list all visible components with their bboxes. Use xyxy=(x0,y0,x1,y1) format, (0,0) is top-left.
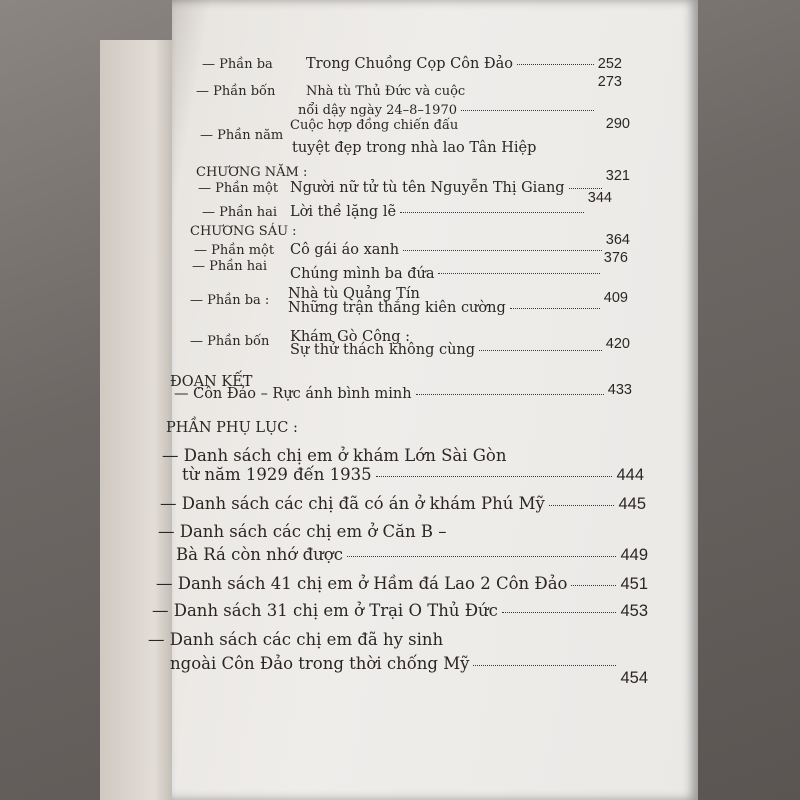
toc-leader xyxy=(461,110,594,111)
toc-leader xyxy=(502,612,617,613)
toc-text: — Danh sách các chị em đã hy sinh xyxy=(148,630,444,649)
toc-row-cont xyxy=(182,465,644,485)
toc-text: — Danh sách các chị đã có án ở khám Phú Mỹ xyxy=(160,494,545,513)
toc-label: — Phần năm xyxy=(200,128,284,143)
toc-leader xyxy=(569,188,602,189)
toc-text: Nhà tù Quảng Tín xyxy=(288,286,420,302)
toc-row xyxy=(196,84,622,99)
toc-leader xyxy=(376,476,613,477)
toc-text: Khám Gò Công : xyxy=(290,329,411,345)
toc-leader xyxy=(416,394,604,395)
toc-page: 273 xyxy=(597,74,622,90)
toc-label: — Phần hai xyxy=(202,205,278,220)
toc-row xyxy=(194,232,630,258)
toc-page: 376 xyxy=(603,250,628,266)
toc-text-cont: từ năm 1929 đến 1935 xyxy=(182,465,372,484)
toc-row xyxy=(160,494,646,514)
toc-row xyxy=(158,522,638,541)
toc-text: — Danh sách chị em ở khám Lớn Sài Gòn xyxy=(162,446,507,465)
toc-text: — Danh sách 41 chị em ở Hầm đá Lao 2 Côn Đảo xyxy=(156,574,568,593)
toc-label: — Phần bốn xyxy=(190,334,270,349)
toc-row xyxy=(174,382,632,402)
toc-text: — Danh sách các chị em ở Căn B – xyxy=(158,522,447,541)
toc-label: — Phần ba : xyxy=(190,293,270,308)
toc-page: 453 xyxy=(620,602,648,620)
toc-text-cont: ngoài Côn Đảo trong thời chống Mỹ xyxy=(170,654,470,673)
toc-leader xyxy=(400,212,584,213)
toc-page: 364 xyxy=(605,232,630,248)
toc-page: 252 xyxy=(597,56,622,72)
toc-row xyxy=(202,190,612,220)
toc-leader xyxy=(438,273,599,274)
toc-text: — Danh sách 31 chị em ở Trại O Thủ Đức xyxy=(152,601,498,620)
chapter-heading: CHƯƠNG SÁU : xyxy=(190,224,297,239)
toc-leader xyxy=(549,505,615,506)
toc-text: Cuộc hợp đồng chiến đấu xyxy=(290,118,459,133)
toc-row-cont xyxy=(305,62,622,77)
toc-page: 451 xyxy=(620,575,648,593)
toc-text: Chúng mình ba đứa xyxy=(290,266,435,282)
toc-row-cont xyxy=(176,545,648,565)
toc-leader xyxy=(510,308,600,309)
toc-page: 321 xyxy=(605,168,630,184)
toc-page: 454 xyxy=(620,669,648,687)
toc-text-cont: Sự thử thách không cùng xyxy=(290,342,476,358)
toc-text-cont: Bà Rá còn nhớ được xyxy=(176,545,343,564)
toc-page: 290 xyxy=(605,116,630,132)
toc-page: 409 xyxy=(603,290,628,306)
toc-leader xyxy=(479,350,602,351)
toc-row-cont xyxy=(170,654,648,687)
toc-page: 449 xyxy=(620,546,648,564)
toc-text: — Côn Đảo – Rực ánh bình minh xyxy=(174,386,412,402)
toc-page: 344 xyxy=(587,190,612,206)
toc-page: 444 xyxy=(616,466,644,484)
toc-label: — Phần ba xyxy=(202,57,273,72)
book-page xyxy=(148,0,698,800)
toc-row xyxy=(152,601,648,621)
toc-text: Lời thề lặng lẽ xyxy=(290,204,397,220)
toc-text: Nhà tù Thủ Đức và cuộc xyxy=(306,84,466,99)
toc-label: — Phần một xyxy=(194,243,275,258)
toc-text: Cô gái áo xanh xyxy=(290,242,400,258)
section-heading: PHẦN PHỤ LỤC : xyxy=(166,420,298,436)
section-heading: ĐOẠN KẾT xyxy=(170,374,253,390)
toc-row xyxy=(156,574,648,594)
toc-text-cont: tuyệt đẹp trong nhà lao Tân Hiệp xyxy=(292,140,537,156)
toc-leader xyxy=(473,665,616,666)
toc-leader xyxy=(571,585,616,586)
toc-row xyxy=(162,446,642,465)
toc-text-cont: Những trận thắng kiên cường xyxy=(288,300,506,316)
toc-page: 420 xyxy=(605,336,630,352)
toc-leader xyxy=(347,556,617,557)
toc-page: 433 xyxy=(607,382,632,398)
toc-row xyxy=(148,630,648,649)
chapter-heading: CHƯƠNG NĂM : xyxy=(196,165,308,180)
toc-leader xyxy=(403,250,602,251)
toc-text: Trong Chuồng Cọp Côn Đảo xyxy=(306,56,514,72)
toc-label: — Phần một xyxy=(198,181,279,196)
toc-label: — Phần bốn xyxy=(196,84,276,99)
toc-page: 445 xyxy=(618,495,646,513)
toc-text: Người nữ tử tù tên Nguyễn Thị Giang xyxy=(290,180,565,196)
toc-label: — Phần hai xyxy=(192,259,268,274)
toc-text-cont: nổi dậy ngày 24–8–1970 xyxy=(298,103,457,118)
